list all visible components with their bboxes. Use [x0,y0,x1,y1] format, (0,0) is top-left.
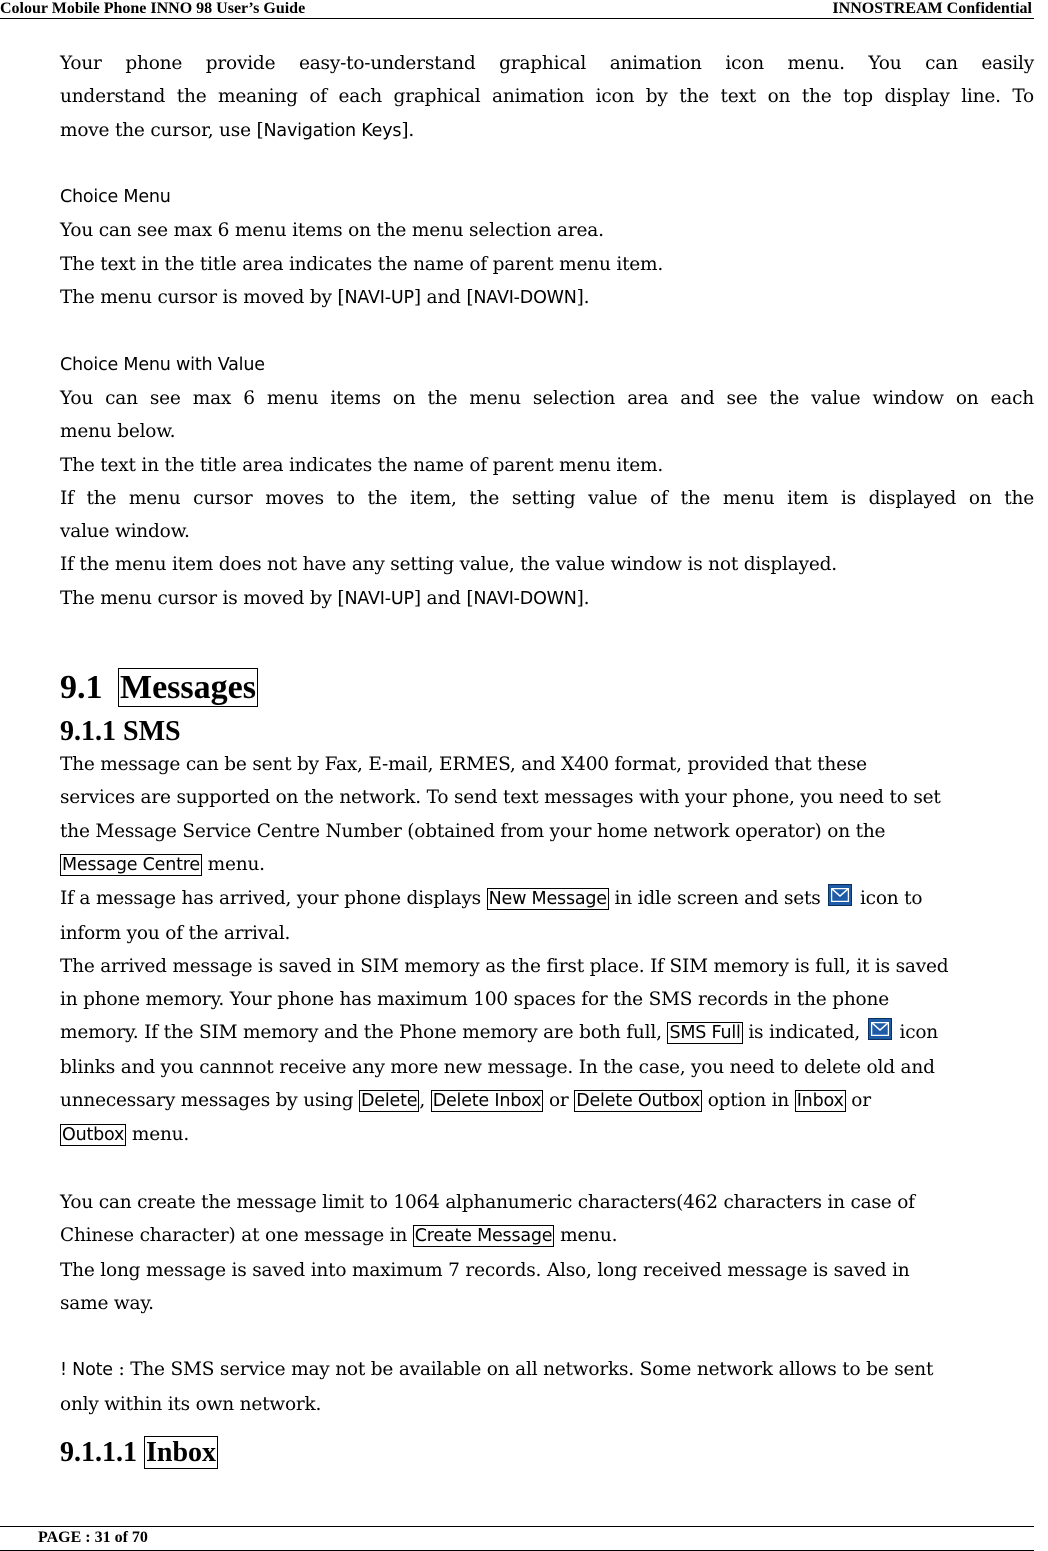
menu-ref-delete-inbox: Delete Inbox [432,1091,542,1112]
sms-line [60,882,1034,916]
text-run: : The SMS service may not be available on all networks. Some network allows to be sent [112,1359,934,1381]
header-confidential: INNOSTREAM Confidential [832,0,1032,17]
choice-menu-line: You can see max 6 menu items on the menu selection area. [60,220,604,242]
header-doc-title: Colour Mobile Phone INNO 98 User’s Guide [0,0,306,17]
choice-menu-value-line: If the menu cursor moves to the item, the setting value of the menu item is displayed on the [60,487,1034,509]
choice-menu-value-line: The text in the title area indicates the name of parent menu item. [60,454,664,476]
text-run: menu. [126,1124,190,1146]
note-line: only within its own network. [60,1393,322,1415]
section-number: 9.1 [60,669,103,707]
text-run: or [543,1090,575,1112]
text-run: unnecessary messages by using [60,1090,360,1112]
subsubsection-number: 9.1.1.1 [60,1436,137,1468]
page-content [60,47,1034,1473]
menu-ref-message-centre: Message Centre [62,854,200,875]
menu-ref-delete-outbox: Delete Outbox [576,1091,701,1112]
text-run: menu. [554,1225,618,1247]
menu-ref-create-message: Create Message [414,1226,553,1247]
menu-ref-outbox: Outbox [62,1125,125,1146]
sms-line [60,848,1034,882]
subsubsection-title: Inbox [146,1436,217,1468]
choice-menu-value-line: menu below. [60,421,176,443]
sms-line [60,1084,1034,1118]
sms-line [60,1219,1034,1253]
key-name: Navigation Keys [263,120,402,141]
choice-menu-line: The text in the title area indicates the name of parent menu item. [60,253,664,275]
sms-line [60,1016,1034,1050]
choice-menu-value-title: Choice Menu with Value [60,354,265,375]
key-name: NAVI-UP [344,288,414,309]
menu-ref-sms-full: SMS Full [669,1023,741,1044]
sms-line: services are supported on the network. To send text messages with your phone, you need to set [60,787,941,809]
menu-ref-inbox: Inbox [796,1091,844,1112]
sms-line: blinks and you cannnot receive any more new message. In the case, you need to delete old and [60,1056,935,1078]
choice-menu-value-line [60,582,1034,616]
text-run: If a message has arrived, your phone displays [60,888,487,910]
intro-line [60,114,1034,148]
note-line [60,1353,1034,1387]
text-run: menu. [201,853,265,875]
choice-menu-line [60,281,1034,315]
text-run: in idle screen and sets [608,888,827,910]
text-run: ] and [ [413,287,474,309]
text-run: ]. [401,119,415,141]
key-name: NAVI-DOWN [473,588,577,609]
envelope-icon [868,1018,892,1040]
sms-line: The arrived message is saved in SIM memory as the first place. If SIM memory is full, it is saved [60,955,949,977]
text-run: is indicated, [742,1022,866,1044]
sms-line: You can create the message limit to 1064 alphanumeric characters(462 characters in case of [60,1191,915,1213]
text-run: The menu cursor is moved by [ [60,287,345,309]
choice-menu-value-line: If the menu item does not have any setting value, the value window is not displayed. [60,554,837,576]
sms-line: the Message Service Centre Number (obtained from your home network operator) on the [60,820,886,842]
page-header [0,0,1034,19]
menu-ref-new-message: New Message [488,889,607,910]
text-run: The menu cursor is moved by [ [60,587,345,609]
sms-line: The long message is saved into maximum 7 records. Also, long received message is saved in [60,1259,910,1281]
intro-line: understand the meaning of each graphical animation icon by the text on the top display line. To [60,86,1034,108]
sms-line: inform you of the arrival. [60,922,291,944]
sms-line: same way. [60,1292,154,1314]
text-run: ]. [576,587,590,609]
choice-menu-value-line: value window. [60,521,190,543]
text-run: move the cursor, use [ [60,119,264,141]
page-number: PAGE : 31 of 70 [38,1529,148,1546]
text-run: or [845,1090,871,1112]
text-run: Chinese character) at one message in [60,1225,413,1247]
text-run: memory. If the SIM memory and the Phone memory are both full, [60,1022,668,1044]
text-run: ]. [576,287,590,309]
text-run: icon to [854,888,923,910]
text-run: option in [702,1090,795,1112]
page-footer [0,1526,1034,1551]
subsubsection-heading [60,1433,1034,1473]
note-label: ! Note [60,1360,113,1381]
choice-menu-title: Choice Menu [60,187,171,208]
section-heading [60,666,1034,714]
section-title: Messages [120,669,256,707]
text-run: ] and [ [413,587,474,609]
key-name: NAVI-DOWN [473,288,577,309]
sms-line [60,1118,1034,1152]
choice-menu-value-line: You can see max 6 menu items on the menu selection area and see the value window on each [60,387,1034,409]
sms-line: in phone memory. Your phone has maximum 100 spaces for the SMS records in the phone [60,989,889,1011]
sms-line: The message can be sent by Fax, E-mail, ERMES, and X400 format, provided that these [60,754,867,776]
text-run: , [419,1090,431,1112]
envelope-icon [828,884,852,906]
key-name: NAVI-UP [344,588,414,609]
menu-ref-delete: Delete [361,1091,418,1112]
text-run: icon [893,1022,939,1044]
intro-line: Your phone provide easy-to-understand graphical animation icon menu. You can easily [60,53,1034,74]
subsection-heading: 9.1.1 SMS [60,716,181,748]
